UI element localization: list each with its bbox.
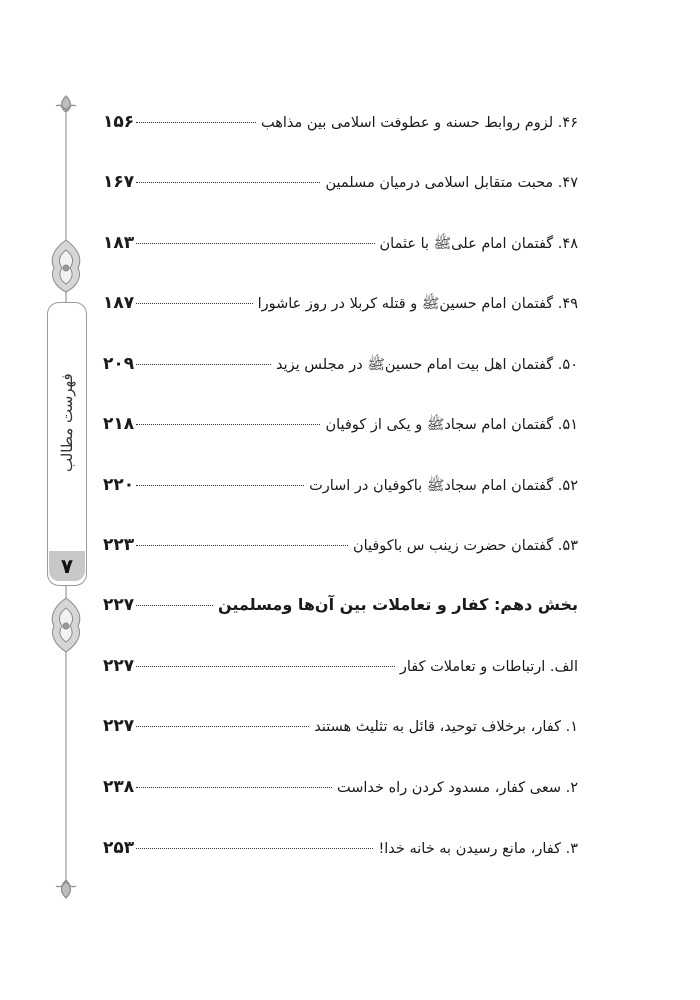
toc-entry-title: ۱. کفار، برخلاف توحید، قائل به تثلیث هستند [314,719,578,735]
toc-page-number: ۲۲۷ [103,716,135,736]
toc-page-number: ۲۱۸ [103,414,135,434]
toc-page-number: ۲۲۳ [103,535,135,555]
toc-page-number: ۲۲۷ [103,656,135,676]
dot-leader [136,726,309,727]
toc-row[interactable] [103,777,578,807]
dot-leader [136,545,348,546]
toc-entry-title: ۵۰. گفتمان اهل بیت امام حسین‌ﷺ در مجلس یزید [275,357,578,373]
toc-row[interactable] [103,112,578,142]
toc-page-number: ۱۵۶ [103,112,135,132]
toc-entry-title: ۴۶. لزوم روابط حسنه و عطوفت اسلامی بین مذاهب [261,115,578,131]
dot-leader [136,848,373,849]
dot-leader [136,364,271,365]
sidebar-title: فهرست مطالب [58,373,76,473]
section-heading: بخش دهم: کفار و تعاملات بین آن‌ها ومسلمین [217,595,578,614]
toc-entry-title: ۵۲. گفتمان امام سجاد‌ﷺ باکوفیان در اسارت [309,478,578,494]
dot-leader [136,122,256,123]
dot-leader [136,605,213,606]
toc-row[interactable] [103,354,578,384]
page-number-badge: ۷ [49,551,85,581]
toc-entry-title: ۳. کفار، مانع رسیدن به خانه خدا! [378,841,578,857]
toc-entry-title: ۴۸. گفتمان امام علی‌ﷺ با عثمان [379,236,578,252]
toc-entry-title: ۵۱. گفتمان امام سجاد‌ﷺ و یکی از کوفیان [325,417,578,433]
toc-page-number: ۱۸۳ [103,233,135,253]
toc-section-row[interactable] [103,595,578,625]
toc-page-number: ۲۵۳ [103,838,135,858]
toc-row[interactable] [103,233,578,263]
dot-leader [136,666,395,667]
toc-entry-title: الف. ارتباطات و تعاملات کفار [399,659,578,675]
toc-row[interactable] [103,716,578,746]
toc-row[interactable] [103,535,578,565]
toc-entry-title: ۴۹. گفتمان امام حسین‌ﷺ و قتله کربلا در روز عاشورا [257,296,578,312]
toc-entry-title: ۲. سعی کفار، مسدود کردن راه خداست [336,780,578,796]
toc-row[interactable] [103,656,578,686]
toc-row[interactable] [103,172,578,202]
toc-page-number: ۱۶۷ [103,172,135,192]
toc-page-number: ۲۲۷ [103,595,135,615]
toc-row[interactable] [103,475,578,505]
toc-row[interactable] [103,293,578,323]
dot-leader [136,243,374,244]
toc-entry-title: ۵۳. گفتمان حضرت زینب س باکوفیان [352,538,578,554]
toc-row[interactable] [103,838,578,868]
dot-leader [136,424,320,425]
toc-page-number: ۲۰۹ [103,354,135,374]
toc-page-number: ۲۳۸ [103,777,135,797]
dot-leader [136,485,304,486]
toc-row[interactable] [103,414,578,444]
toc-page-number: ۲۲۰ [103,475,135,495]
dot-leader [136,182,320,183]
dot-leader [136,303,252,304]
toc-entry-title: ۴۷. محبت متقابل اسلامی درمیان مسلمین [325,175,578,191]
dot-leader [136,787,332,788]
toc-page-number: ۱۸۷ [103,293,135,313]
